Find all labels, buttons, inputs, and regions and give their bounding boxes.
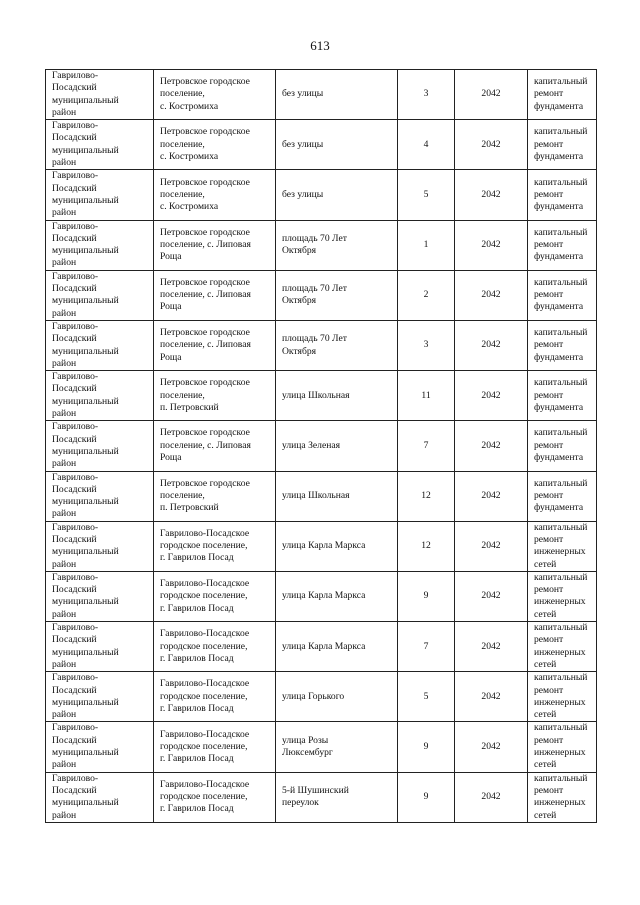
- street-cell: площадь 70 Лет Октября: [276, 220, 398, 270]
- district-cell: Гаврилово- Посадский муниципальный район: [46, 320, 154, 370]
- settlement-cell: Петровское городское поселение, с. Липовая Роща: [154, 320, 276, 370]
- street-cell: улица Карла Маркса: [276, 571, 398, 621]
- district-cell: Гаврилово- Посадский муниципальный район: [46, 270, 154, 320]
- settlement-cell: Гаврилово-Посадское городское поселение, г. Гаврилов Посад: [154, 722, 276, 772]
- house-number-cell: 12: [398, 521, 455, 571]
- district-cell: Гаврилово- Посадский муниципальный район: [46, 772, 154, 822]
- house-number-cell: 7: [398, 421, 455, 471]
- work-type-cell: капитальный ремонт инженерных сетей: [528, 622, 597, 672]
- year-cell: 2042: [455, 672, 528, 722]
- street-cell: улица Школьная: [276, 371, 398, 421]
- work-type-cell: капитальный ремонт фундамента: [528, 120, 597, 170]
- year-cell: 2042: [455, 421, 528, 471]
- district-cell: Гаврилово- Посадский муниципальный район: [46, 120, 154, 170]
- settlement-cell: Петровское городское поселение, с. Костромиха: [154, 70, 276, 120]
- table-body: [46, 70, 597, 823]
- house-number-cell: 9: [398, 772, 455, 822]
- settlement-cell: Гаврилово-Посадское городское поселение, г. Гаврилов Посад: [154, 571, 276, 621]
- work-type-cell: капитальный ремонт инженерных сетей: [528, 571, 597, 621]
- table-row: [46, 320, 597, 370]
- house-number-cell: 2: [398, 270, 455, 320]
- district-cell: Гаврилово- Посадский муниципальный район: [46, 471, 154, 521]
- year-cell: 2042: [455, 471, 528, 521]
- district-cell: Гаврилово- Посадский муниципальный район: [46, 521, 154, 571]
- district-cell: Гаврилово- Посадский муниципальный район: [46, 371, 154, 421]
- table-row: [46, 120, 597, 170]
- settlement-cell: Петровское городское поселение, с. Липовая Роща: [154, 270, 276, 320]
- year-cell: 2042: [455, 70, 528, 120]
- work-type-cell: капитальный ремонт инженерных сетей: [528, 672, 597, 722]
- house-number-cell: 9: [398, 571, 455, 621]
- street-cell: без улицы: [276, 120, 398, 170]
- table-row: [46, 521, 597, 571]
- page-number: 613: [310, 38, 330, 53]
- table-row: [46, 571, 597, 621]
- year-cell: 2042: [455, 270, 528, 320]
- house-number-cell: 1: [398, 220, 455, 270]
- street-cell: улица Карла Маркса: [276, 521, 398, 571]
- house-number-cell: 11: [398, 371, 455, 421]
- settlement-cell: Гаврилово-Посадское городское поселение, г. Гаврилов Посад: [154, 672, 276, 722]
- house-number-cell: 5: [398, 672, 455, 722]
- settlement-cell: Петровское городское поселение, с. Липовая Роща: [154, 220, 276, 270]
- year-cell: 2042: [455, 521, 528, 571]
- street-cell: улица Горького: [276, 672, 398, 722]
- settlement-cell: Петровское городское поселение, с. Липовая Роща: [154, 421, 276, 471]
- street-cell: 5-й Шушинский переулок: [276, 772, 398, 822]
- year-cell: 2042: [455, 371, 528, 421]
- district-cell: Гаврилово- Посадский муниципальный район: [46, 571, 154, 621]
- house-number-cell: 12: [398, 471, 455, 521]
- district-cell: Гаврилово- Посадский муниципальный район: [46, 672, 154, 722]
- settlement-cell: Петровское городское поселение, п. Петровский: [154, 471, 276, 521]
- work-type-cell: капитальный ремонт фундамента: [528, 471, 597, 521]
- work-type-cell: капитальный ремонт фундамента: [528, 371, 597, 421]
- work-type-cell: капитальный ремонт фундамента: [528, 320, 597, 370]
- street-cell: без улицы: [276, 70, 398, 120]
- settlement-cell: Гаврилово-Посадское городское поселение, г. Гаврилов Посад: [154, 622, 276, 672]
- table-row: [46, 70, 597, 120]
- district-cell: Гаврилово- Посадский муниципальный район: [46, 170, 154, 220]
- table-row: [46, 421, 597, 471]
- work-type-cell: капитальный ремонт фундамента: [528, 270, 597, 320]
- year-cell: 2042: [455, 722, 528, 772]
- house-number-cell: 3: [398, 320, 455, 370]
- work-type-cell: капитальный ремонт фундамента: [528, 70, 597, 120]
- year-cell: 2042: [455, 571, 528, 621]
- table-row: [46, 772, 597, 822]
- work-type-cell: капитальный ремонт инженерных сетей: [528, 722, 597, 772]
- district-cell: Гаврилово- Посадский муниципальный район: [46, 220, 154, 270]
- street-cell: площадь 70 Лет Октября: [276, 270, 398, 320]
- settlement-cell: Петровское городское поселение, п. Петровский: [154, 371, 276, 421]
- district-cell: Гаврилово- Посадский муниципальный район: [46, 722, 154, 772]
- work-type-cell: капитальный ремонт фундамента: [528, 220, 597, 270]
- district-cell: Гаврилово- Посадский муниципальный район: [46, 622, 154, 672]
- work-type-cell: капитальный ремонт фундамента: [528, 170, 597, 220]
- work-type-cell: капитальный ремонт инженерных сетей: [528, 521, 597, 571]
- year-cell: 2042: [455, 170, 528, 220]
- settlement-cell: Петровское городское поселение, с. Костромиха: [154, 170, 276, 220]
- street-cell: улица Школьная: [276, 471, 398, 521]
- street-cell: площадь 70 Лет Октября: [276, 320, 398, 370]
- work-type-cell: капитальный ремонт инженерных сетей: [528, 772, 597, 822]
- table-row: [46, 471, 597, 521]
- table-row: [46, 170, 597, 220]
- settlement-cell: Петровское городское поселение, с. Костромиха: [154, 120, 276, 170]
- table-row: [46, 722, 597, 772]
- year-cell: 2042: [455, 622, 528, 672]
- work-type-cell: капитальный ремонт фундамента: [528, 421, 597, 471]
- year-cell: 2042: [455, 120, 528, 170]
- street-cell: улица Розы Люксембург: [276, 722, 398, 772]
- table-row: [46, 371, 597, 421]
- settlement-cell: Гаврилово-Посадское городское поселение, г. Гаврилов Посад: [154, 521, 276, 571]
- year-cell: 2042: [455, 220, 528, 270]
- house-number-cell: 5: [398, 170, 455, 220]
- year-cell: 2042: [455, 772, 528, 822]
- street-cell: без улицы: [276, 170, 398, 220]
- house-number-cell: 7: [398, 622, 455, 672]
- street-cell: улица Зеленая: [276, 421, 398, 471]
- housing-repair-table: [45, 69, 597, 823]
- street-cell: улица Карла Маркса: [276, 622, 398, 672]
- table-row: [46, 622, 597, 672]
- house-number-cell: 3: [398, 70, 455, 120]
- table-row: [46, 672, 597, 722]
- table-row: [46, 220, 597, 270]
- district-cell: Гаврилово- Посадский муниципальный район: [46, 421, 154, 471]
- house-number-cell: 4: [398, 120, 455, 170]
- table-row: [46, 270, 597, 320]
- district-cell: Гаврилово- Посадский муниципальный район: [46, 70, 154, 120]
- settlement-cell: Гаврилово-Посадское городское поселение, г. Гаврилов Посад: [154, 772, 276, 822]
- house-number-cell: 9: [398, 722, 455, 772]
- year-cell: 2042: [455, 320, 528, 370]
